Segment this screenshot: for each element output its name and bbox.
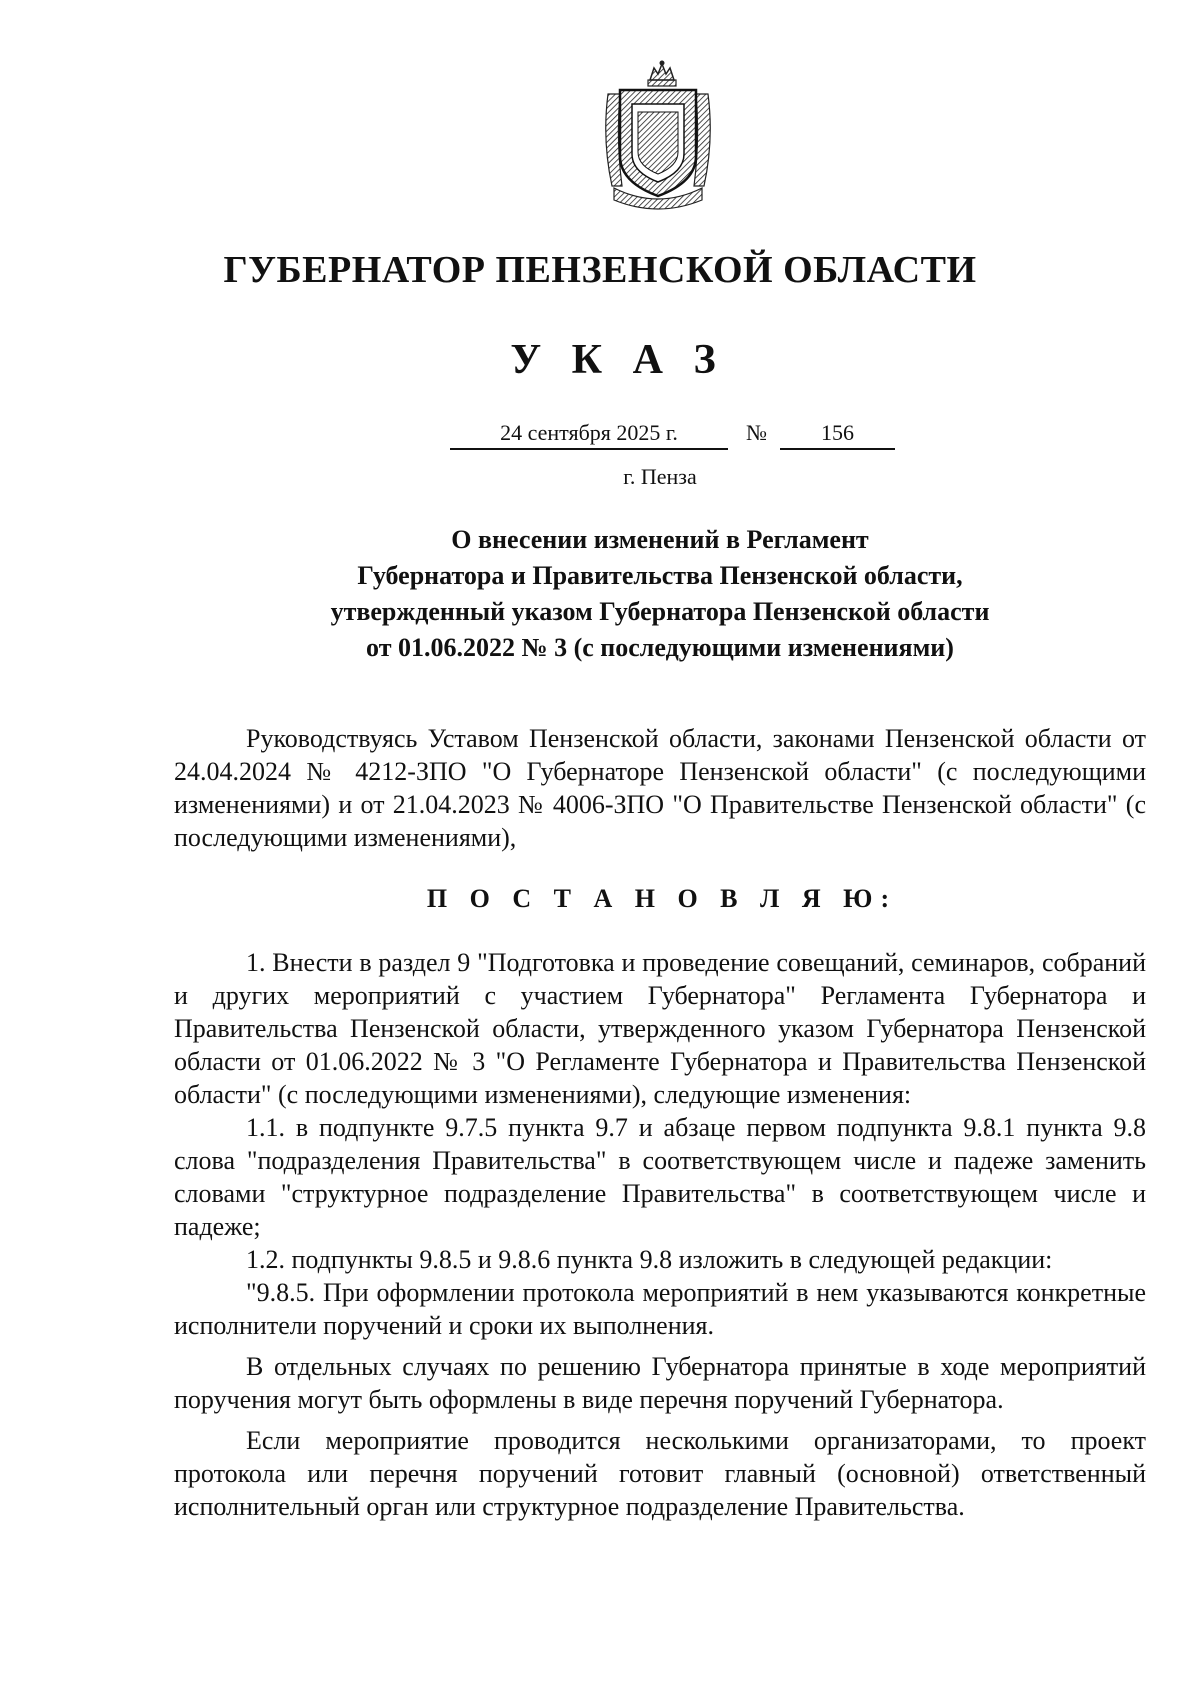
paragraph: В отдельных случаях по решению Губернатора принятые в ходе мероприятий поручения могут быть оформлены в виде перечня поручений Губернатора. [174,1352,1146,1414]
paragraph: 1. Внести в раздел 9 "Подготовка и проведение совещаний, семинаров, собраний и других мероприятий с участием Губернатора" Регламента Губернатора и Правительства Пензенской области, утвержденного указом Губернатора Пензенской области от 01.06.2022 № 3 "О Регламенте Губернатора и Правительства Пензенской области" (с последующими изменениями), следующие изменения: [174,948,1146,1109]
paragraph: Если мероприятие проводится несколькими организаторами, то проект протокола или перечня поручений готовит главный (основной) ответственный исполнительный орган или структурное подразделение Правительства. [174,1426,1146,1521]
title-line: Губернатора и Правительства Пензенской области, [357,561,963,590]
preamble [174,722,1146,854]
document-title [200,522,1120,666]
paragraph: "9.8.5. При оформлении протокола мероприятий в нем указываются конкретные исполнители поручений и сроки их выполнения. [174,1278,1146,1340]
document-date: 24 сентября 2025 г. [450,418,728,450]
title-line: О внесении изменений в Регламент [451,525,869,554]
issuing-authority: ГУБЕРНАТОР ПЕНЗЕНСКОЙ ОБЛАСТИ [223,249,977,291]
number-sign: № [746,420,767,445]
title-line: утвержденный указом Губернатора Пензенской области [330,597,990,626]
preamble-paragraph: Руководствуясь Уставом Пензенской области, законами Пензенской области от 24.04.2024 № 4212-ЗПО "О Губернаторе Пензенской области" (с последующими изменениями) и от 21.04.2023 № 4006-ЗПО "О Правительстве Пензенской области" (с последующими изменениями), [174,724,1146,852]
decree-body [174,946,1146,1523]
paragraph: 1.1. в подпункте 9.7.5 пункта 9.7 и абзаце первом подпункта 9.8.1 пункта 9.8 слова "подразделения Правительства" в соответствующем числе и падеже заменить словами "структурное подразделение Правительства" в соответствующем числе и падеже; [174,1113,1146,1241]
document-type: У К А З [510,337,726,383]
paragraph: 1.2. подпункты 9.8.5 и 9.8.6 пункта 9.8 изложить в следующей редакции: [246,1245,1053,1274]
coat-of-arms-icon [598,60,718,216]
date-number-line [450,418,895,452]
city: г. Пенза [623,464,697,489]
decree-heading: П О С Т А Н О В Л Я Ю: [426,884,898,913]
document-number: 156 [780,418,895,450]
title-line: от 01.06.2022 № 3 (с последующими изменениями) [366,633,954,662]
